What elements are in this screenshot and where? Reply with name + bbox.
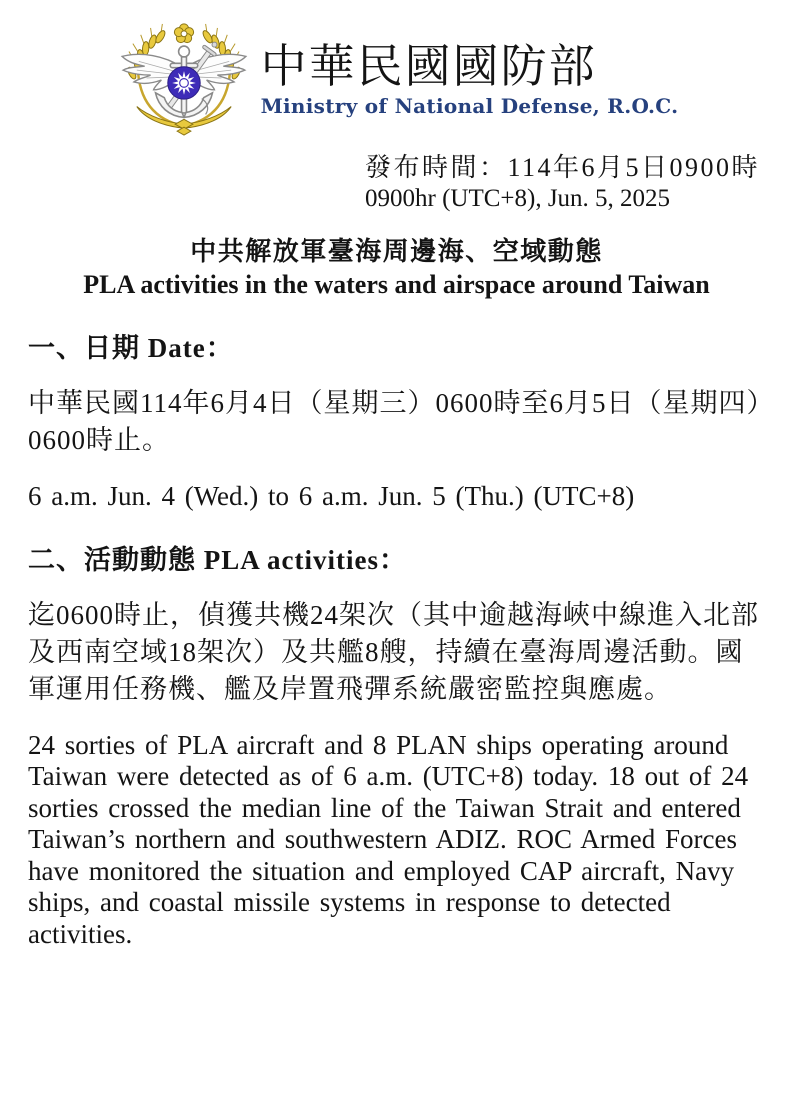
agency-name-block xyxy=(261,42,679,119)
document-title-zh: 中共解放軍臺海周邊海、空域動態 xyxy=(190,237,603,266)
document-title xyxy=(0,236,793,301)
release-time-block xyxy=(365,152,793,214)
section-activities xyxy=(28,543,765,951)
activities-paragraph-zh: 迄0600時止，偵獲共機24架次（其中逾越海峽中線進入北部及西南空域18架次）及共艦8艘，持續在臺海周邊活動。國軍運用任務機、艦及岸置飛彈系統嚴密監控與應處。 xyxy=(28,599,759,704)
section-activities-heading: 二、活動動態 PLA activities： xyxy=(28,544,407,575)
date-paragraph-zh: 中華民國114年6月4日（星期三）0600時至6月5日（星期四）0600時止。 xyxy=(28,388,761,455)
agency-name-zh: 中華民國國防部 xyxy=(260,40,597,92)
release-time-zh: 發布時間：114年6月5日0900時 xyxy=(365,153,761,182)
date-paragraph-en: 6 a.m. Jun. 4 (Wed.) to 6 a.m. Jun. 5 (Thu.) (UTC+8) xyxy=(28,481,635,511)
agency-name-en: Ministry of National Defense, R.O.C. xyxy=(260,94,679,119)
section-date-heading: 一、日期 Date： xyxy=(28,333,234,363)
mnd-header xyxy=(0,0,793,138)
activities-paragraph-en: 24 sorties of PLA aircraft and 8 PLAN ships operating around Taiwan were detected as of 6 a.m. (UTC+8) today. 18 out of 24 sorties crossed the median line of the Taiwan Strait and entered Taiwan’s northern and southwestern ADIZ. ROC Armed Forces have monitored the situation and employed CAP aircraft, Navy ships, and coastal missile systems in response to detected activities. xyxy=(28,729,749,949)
document-body xyxy=(0,331,793,950)
section-date xyxy=(28,331,765,513)
document-title-en: PLA activities in the waters and airspace around Taiwan xyxy=(83,270,710,299)
release-time-en: 0900hr (UTC+8), Jun. 5, 2025 xyxy=(365,185,671,212)
mnd-emblem-icon xyxy=(115,22,253,138)
